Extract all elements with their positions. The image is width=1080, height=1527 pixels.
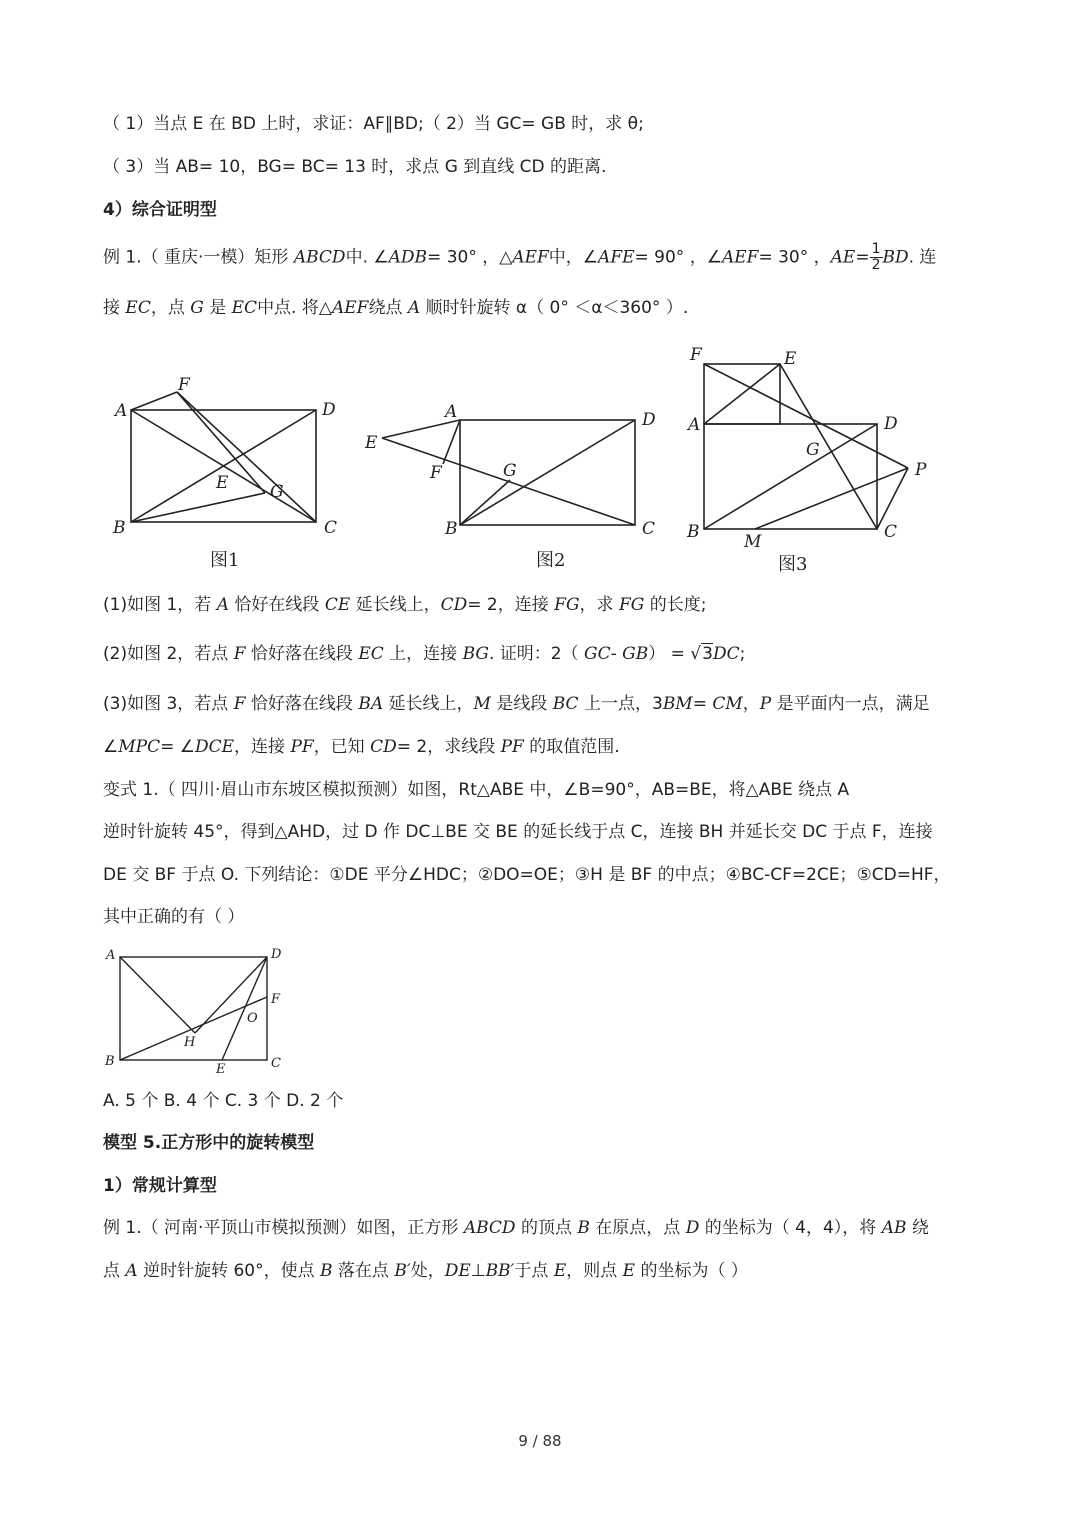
- figures-row: [0, 340, 1080, 580]
- example-line: 点 A 逆时针旋转 60°，使点 B 落在点 B′处，DE⊥BB′于点 E，则点 E 的坐标为（ ）: [103, 1261, 748, 1281]
- fig2-label: A: [445, 402, 458, 422]
- text-line: （ 3）当 AB= 10，BG= BC= 13 时，求点 G 到直线 CD 的距离.: [103, 157, 607, 177]
- fig1-label: D: [322, 400, 336, 420]
- example-line: 接 EC，点 G 是 EC中点. 将△AEF绕点 A 顺时针旋转 α（ 0° ＜α＜360° ）.: [103, 298, 689, 318]
- fig1-label: B: [113, 518, 126, 538]
- fig4-label: E: [216, 1062, 226, 1077]
- fig3-label: A: [688, 415, 701, 435]
- fig3-label: M: [744, 532, 762, 552]
- figure-4: [100, 945, 300, 1080]
- variant-line: 其中正确的有（ ）: [103, 907, 245, 927]
- fig4-label: B: [105, 1054, 115, 1069]
- fig2-label: C: [642, 519, 656, 539]
- variant-line: DE 交 BF 于点 O. 下列结论：①DE 平分∠HDC；②DO=OE；③H 是 BF 的中点；④BC-CF=2CE；⑤CD=HF，: [103, 865, 951, 885]
- section-heading: 4）综合证明型: [103, 200, 217, 220]
- question-1: (1)如图 1，若 A 恰好在线段 CE 延长线上，CD= 2，连接 FG，求 FG 的长度;: [103, 595, 707, 615]
- fraction: $\frac{1}{2}$: [871, 241, 881, 273]
- fig1-label: G: [270, 482, 284, 502]
- fig2-label: B: [445, 519, 458, 539]
- fig3-label: F: [690, 345, 702, 365]
- fig3-label: P: [915, 460, 927, 480]
- variant-line: 逆时针旋转 45°，得到△AHD，过 D 作 DC⊥BE 交 BE 的延长线于点 C，连接 BH 并延长交 DC 于点 F，连接: [103, 822, 933, 842]
- variant-line: 变式 1.（ 四川·眉山市东坡区模拟预测）如图，Rt△ABE 中，∠B=90°，AB=BE，将△ABE 绕点 A: [103, 780, 850, 800]
- example-line: 例 1.（ 重庆·一模）矩形 ABCD中. ∠ADB= 30° ，△AEF中，∠AFE= 90° ，∠AEF= 30° ，AE= $\frac{1}{2}$ BD. 连: [103, 241, 937, 273]
- example-line: 例 1.（ 河南·平顶山市模拟预测）如图，正方形 ABCD 的顶点 B 在原点，点 D 的坐标为（ 4，4），将 AB 绕: [103, 1218, 929, 1238]
- page-number: 9 / 88: [518, 1432, 562, 1450]
- fig1-label: E: [216, 473, 229, 493]
- fig2-caption: 图2: [536, 550, 566, 571]
- fig1-label: C: [324, 518, 338, 538]
- fig4-label: O: [247, 1011, 258, 1026]
- question-2: (2)如图 2，若点 F 恰好落在线段 EC 上，连接 BG. 证明：2（ GC- GB） = √3DC;: [103, 644, 746, 664]
- fig4-label: A: [106, 948, 116, 963]
- section-heading: 模型 5.正方形中的旋转模型: [103, 1133, 315, 1153]
- fig4-label: C: [271, 1056, 281, 1071]
- fig3-label: D: [884, 414, 898, 434]
- fig2-label: G: [503, 461, 517, 481]
- question-3-cont: ∠MPC= ∠DCE，连接 PF，已知 CD= 2，求线段 PF 的取值范围.: [103, 737, 620, 757]
- fig2-label: D: [642, 410, 656, 430]
- fig1-label: A: [115, 401, 128, 421]
- fig3-label: E: [784, 349, 797, 369]
- fig4-label: H: [184, 1035, 196, 1050]
- fig2-label: F: [430, 463, 442, 483]
- section-heading: 1）常规计算型: [103, 1176, 217, 1196]
- fig3-label: G: [806, 440, 820, 460]
- fig3-label: C: [884, 522, 898, 542]
- fig2-label: E: [365, 433, 378, 453]
- text-line: （ 1）当点 E 在 BD 上时，求证：AF∥BD;（ 2）当 GC= GB 时，求 θ;: [103, 114, 644, 134]
- answer-options: A. 5 个 B. 4 个 C. 3 个 D. 2 个: [103, 1091, 344, 1111]
- question-3: (3)如图 3，若点 F 恰好落在线段 BA 延长线上，M 是线段 BC 上一点，3BM= CM，P 是平面内一点，满足: [103, 694, 930, 714]
- fig3-label: B: [687, 522, 700, 542]
- fig1-caption: 图1: [210, 550, 240, 571]
- fig4-label: F: [271, 992, 281, 1007]
- fig3-caption: 图3: [778, 554, 808, 575]
- fig4-label: D: [271, 947, 282, 962]
- fig1-label: F: [178, 375, 190, 395]
